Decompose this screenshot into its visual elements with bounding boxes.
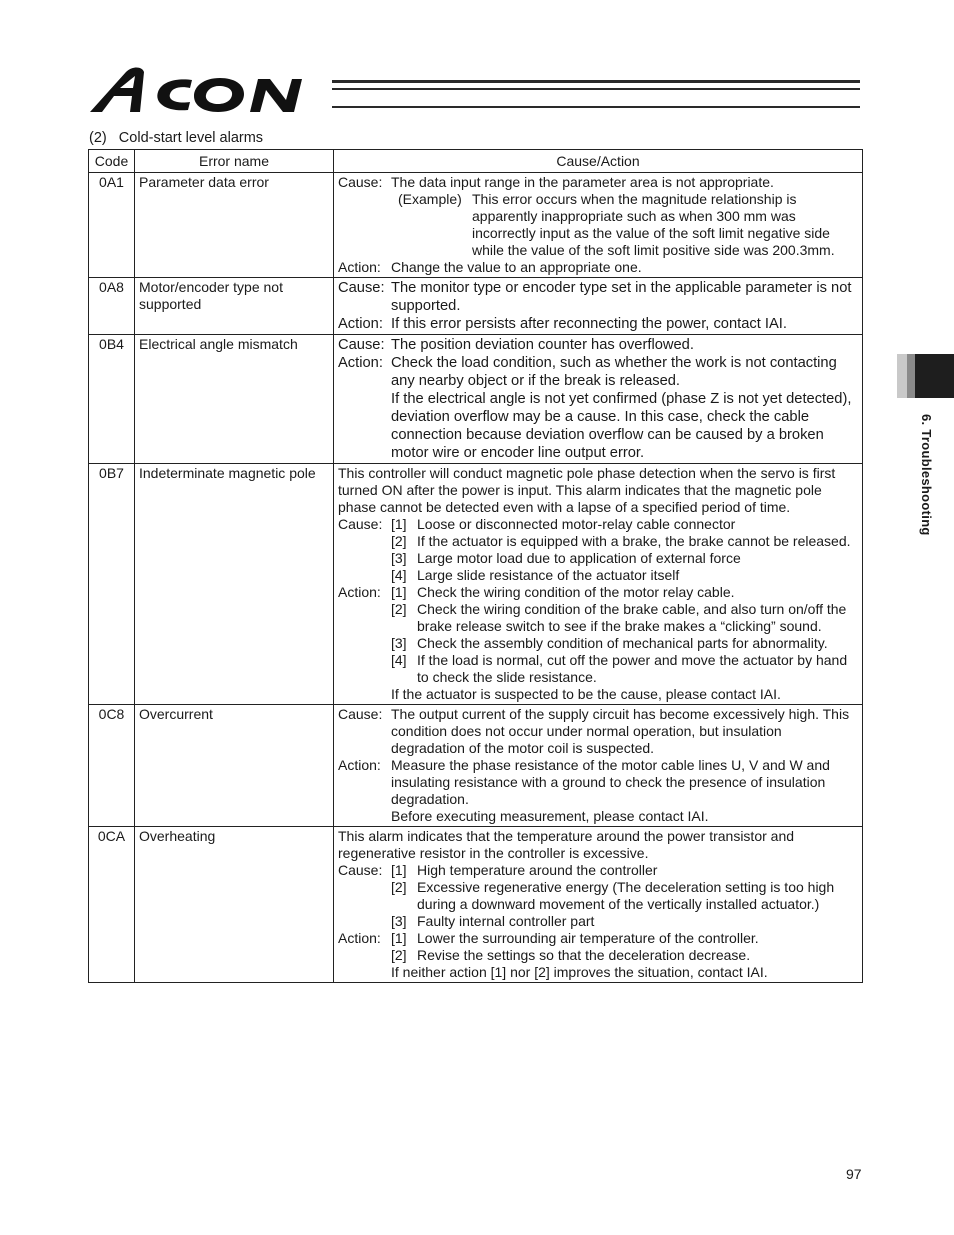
entry-text: The data input range in the parameter area is not appropriate.: [391, 174, 774, 190]
alarm-error-name: Parameter data error: [135, 173, 334, 278]
numbered-entry: [338, 947, 858, 964]
entry-label: Action:: [338, 259, 381, 275]
table-row: [89, 173, 863, 278]
indented-note: Before executing measurement, please contact IAI.: [391, 808, 709, 824]
entry-number: [1]: [391, 516, 407, 532]
entry-text: The monitor type or encoder type set in the applicable parameter is not supported.: [391, 280, 852, 314]
alarm-error-name: Overheating: [135, 827, 334, 983]
entry-label: Cause:: [338, 174, 383, 190]
numbered-entry: [338, 533, 858, 550]
entry-number: [4]: [391, 652, 407, 668]
chapter-tab-marker: [897, 354, 954, 398]
entry-label: [338, 652, 391, 686]
table-row: [89, 278, 863, 335]
numbered-entry: [338, 930, 858, 947]
table-row: [89, 705, 863, 827]
example-text: This error occurs when the magnitude relationship is apparently inappropriate such as when 300 mm was incorrectly input as the value of the soft limit negative side while the value of the soft limit positive side was 200.3mm.: [472, 191, 835, 258]
entry-text: Large slide resistance of the actuator itself: [417, 567, 680, 583]
numbered-entry: [338, 879, 858, 913]
example-entry: [338, 191, 858, 259]
entry-label: Action:: [338, 930, 381, 946]
entry-label: [338, 947, 391, 964]
entry-text: Check the wiring condition of the motor relay cable.: [417, 584, 735, 600]
cause-action-entry: [338, 259, 858, 276]
page-number: 97: [846, 1166, 862, 1182]
entry-label: Action:: [338, 316, 383, 332]
table-row: [89, 827, 863, 983]
table-header-row: [89, 150, 863, 173]
chapter-tab-stripe-light: [897, 354, 907, 398]
entry-number: [4]: [391, 567, 407, 583]
acon-logo: [88, 66, 324, 114]
entry-text: Faulty internal controller part: [417, 913, 595, 929]
chapter-side-label: 6. Troubleshooting: [919, 414, 934, 536]
entry-text: Change the value to an appropriate one.: [391, 259, 642, 275]
entry-number: [1]: [391, 584, 407, 600]
entry-label: [338, 550, 391, 567]
entry-number: [2]: [391, 879, 407, 895]
numbered-entry: [338, 913, 858, 930]
alarm-error-name: Motor/encoder type not supported: [135, 278, 334, 335]
entry-label: [338, 879, 391, 913]
example-label: (Example): [398, 191, 462, 207]
entry-number: [1]: [391, 862, 407, 878]
table-row: [89, 464, 863, 705]
entry-label: Cause:: [338, 280, 385, 296]
header-rule-bottom: [332, 106, 860, 108]
numbered-entry: [338, 584, 858, 601]
alarm-code: 0B4: [89, 335, 135, 464]
chapter-tab-stripe-mid: [907, 354, 915, 398]
description-paragraph: This controller will conduct magnetic pole phase detection when the servo is first turned ON after the power is input. This alarm indicates that the magnetic pole phase cannot be detected even with a lapse of a specified period of time.: [338, 465, 840, 515]
alarm-error-name: Overcurrent: [135, 705, 334, 827]
alarm-error-name: Electrical angle mismatch: [135, 335, 334, 464]
header-code: Code: [89, 150, 135, 173]
numbered-entry: [338, 550, 858, 567]
entry-label: Cause:: [338, 516, 383, 532]
entry-text: Loose or disconnected motor-relay cable connector: [417, 516, 736, 532]
alarm-code: 0CA: [89, 827, 135, 983]
entry-label: Action:: [338, 584, 381, 600]
entry-text: High temperature around the controller: [417, 862, 658, 878]
alarm-cause-action: [334, 335, 863, 464]
entry-number: [3]: [391, 635, 407, 651]
entry-text: If the actuator is equipped with a brake, the brake cannot be released.: [417, 533, 851, 549]
alarm-cause-action: [334, 827, 863, 983]
entry-label: [338, 601, 391, 635]
indented-note: If the electrical angle is not yet confirmed (phase Z is not yet detected), deviation overflow may be a cause. In this case, check the cable connection because deviation overflow can be caused by a broken motor wire or encoder line output error.: [391, 391, 852, 461]
entry-label: [338, 567, 391, 584]
entry-text: Check the assembly condition of mechanical parts for abnormality.: [417, 635, 828, 651]
header-rule-thin: [332, 88, 860, 90]
section-title: (2) Cold-start level alarms: [89, 130, 264, 146]
entry-label: Cause:: [338, 337, 385, 353]
cause-action-entry: [338, 315, 858, 333]
alarm-code: 0B7: [89, 464, 135, 705]
entry-text: Lower the surrounding air temperature of the controller.: [417, 930, 759, 946]
numbered-entry: [338, 516, 858, 533]
numbered-entry: [338, 862, 858, 879]
entry-number: [2]: [391, 947, 407, 963]
alarm-code: 0A1: [89, 173, 135, 278]
entry-text: If the load is normal, cut off the power and move the actuator by hand to check the slide resistance.: [417, 652, 848, 685]
header-cause-action: Cause/Action: [334, 150, 863, 173]
entry-number: [2]: [391, 601, 407, 617]
numbered-entry: [338, 567, 858, 584]
chapter-tab-stripe-dark: [915, 354, 954, 398]
entry-number: [2]: [391, 533, 407, 549]
description-paragraph: This alarm indicates that the temperature around the power transistor and regenerative resistor in the controller is excessive.: [338, 828, 798, 861]
entry-text: Check the load condition, such as whether the work is not contacting any nearby object or if the break is released.: [391, 355, 837, 389]
entry-label: Action:: [338, 757, 381, 773]
entry-text: Excessive regenerative energy (The deceleration setting is too high during a downward movement of the vertically installed actuator.): [417, 879, 835, 912]
alarm-table: [88, 149, 863, 983]
entry-number: [3]: [391, 913, 407, 929]
alarm-cause-action: [334, 278, 863, 335]
entry-text: Revise the settings so that the deceleration decrease.: [417, 947, 751, 963]
numbered-entry: [338, 652, 858, 686]
alarm-cause-action: [334, 464, 863, 705]
entry-text: Measure the phase resistance of the motor cable lines U, V and W and insulating resistance with a ground to check the presence of insulation degradation.: [391, 757, 830, 807]
cause-action-entry: [338, 757, 858, 808]
cause-action-entry: [338, 279, 858, 315]
entry-text: The output current of the supply circuit has become excessively high. This condition does not occur under normal operation, but insulation degradation of the motor coil is suspected.: [391, 706, 850, 756]
cause-action-entry: [338, 174, 858, 191]
entry-label: [338, 913, 391, 930]
entry-number: [3]: [391, 550, 407, 566]
acon-logo-graphic: [88, 66, 324, 114]
entry-label: [338, 533, 391, 550]
header-rule-thick: [332, 80, 860, 83]
header-rules: [332, 80, 860, 108]
alarm-error-name: Indeterminate magnetic pole: [135, 464, 334, 705]
table-row: [89, 335, 863, 464]
cause-action-entry: [338, 336, 858, 354]
alarm-code: 0A8: [89, 278, 135, 335]
header-error-name: Error name: [135, 150, 334, 173]
cause-action-entry: [338, 354, 858, 390]
entry-label: Cause:: [338, 862, 383, 878]
indented-note: If neither action [1] nor [2] improves the situation, contact IAI.: [391, 964, 768, 980]
entry-label: Cause:: [338, 706, 383, 722]
entry-label: Action:: [338, 355, 383, 371]
entry-number: [1]: [391, 930, 407, 946]
alarm-code: 0C8: [89, 705, 135, 827]
numbered-entry: [338, 635, 858, 652]
indented-note: If the actuator is suspected to be the cause, please contact IAI.: [391, 686, 781, 702]
numbered-entry: [338, 601, 858, 635]
entry-text: If this error persists after reconnecting the power, contact IAI.: [391, 316, 787, 332]
cause-action-entry: [338, 706, 858, 757]
alarm-cause-action: [334, 173, 863, 278]
entry-label: [338, 635, 391, 652]
alarm-cause-action: [334, 705, 863, 827]
entry-text: The position deviation counter has overflowed.: [391, 337, 694, 353]
entry-text: Large motor load due to application of external force: [417, 550, 741, 566]
entry-text: Check the wiring condition of the brake cable, and also turn on/off the brake release switch to see if the brake makes a “clicking” sound.: [417, 601, 847, 634]
